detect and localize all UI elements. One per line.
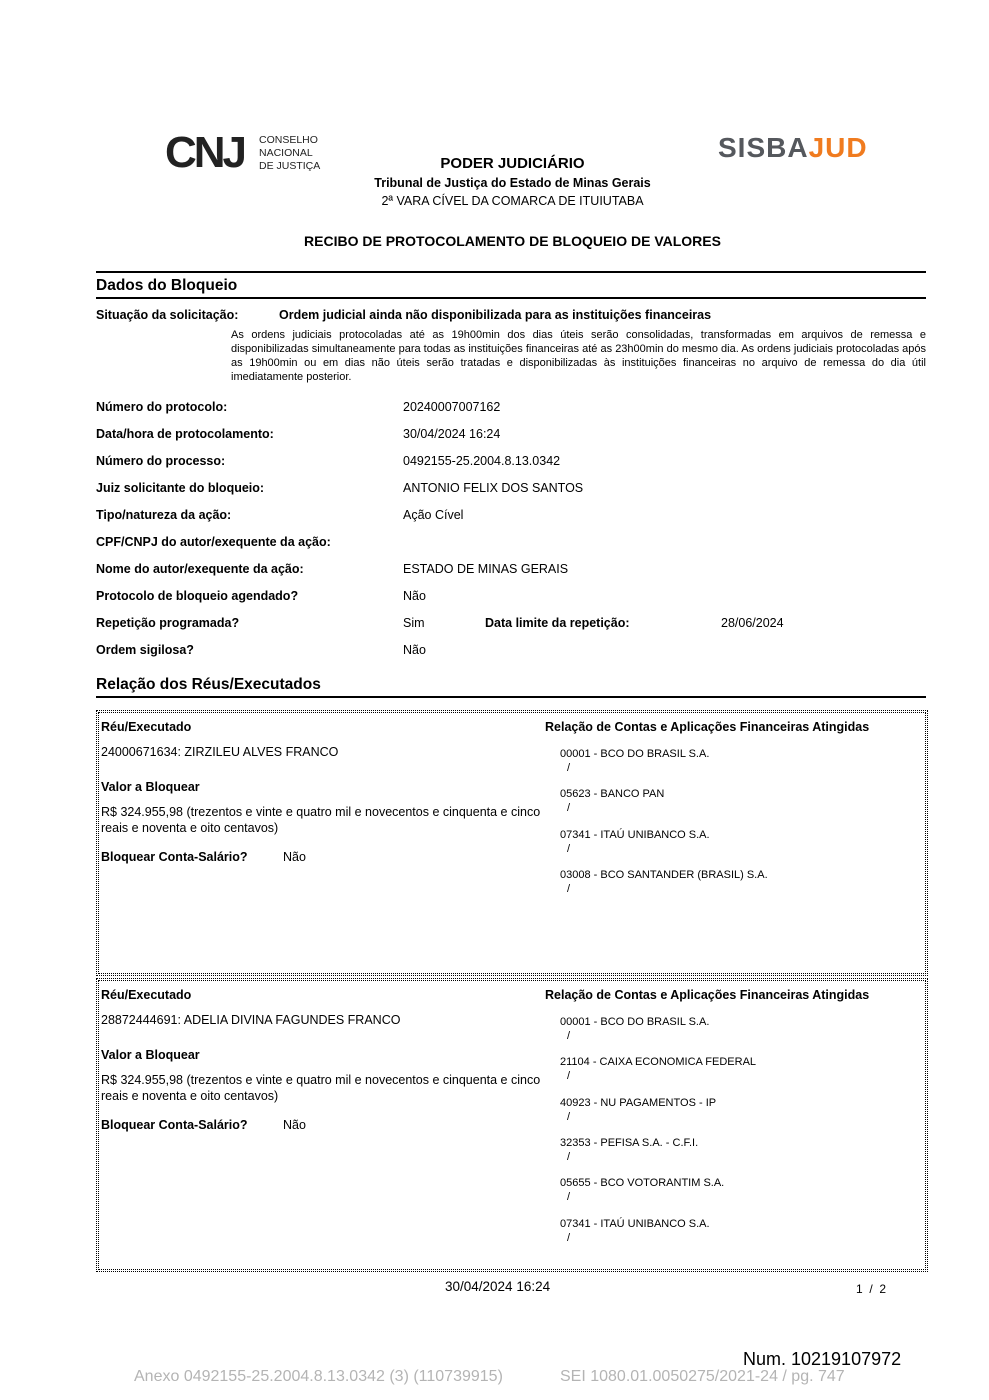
reu-name: 24000671634: ZIRZILEU ALVES FRANCO (101, 745, 339, 759)
cnj-logo-line: CONSELHO (259, 134, 318, 146)
conta-item: 07341 - ITAÚ UNIBANCO S.A. (560, 829, 710, 841)
field-value: 0492155-25.2004.8.13.0342 (403, 454, 561, 468)
conta-slash: / (567, 1111, 571, 1123)
field-value: Não (403, 643, 426, 657)
conta-item: 21104 - CAIXA ECONOMICA FEDERAL (560, 1056, 757, 1068)
conta-salario-label: Bloquear Conta-Salário? (101, 850, 248, 864)
contas-col-title: Relação de Contas e Aplicações Financeiras Atingidas (545, 720, 870, 734)
field-label: Número do protocolo: (96, 400, 228, 414)
conta-slash: / (567, 1151, 571, 1163)
conta-salario-label: Bloquear Conta-Salário? (101, 1118, 248, 1132)
conta-slash: / (567, 843, 571, 855)
situacao-label: Situação da solicitação: (96, 308, 239, 322)
conta-item: 05655 - BCO VOTORANTIM S.A. (560, 1177, 725, 1189)
valor-label: Valor a Bloquear (101, 780, 200, 794)
header-vara: 2ª VARA CÍVEL DA COMARCA DE ITUIUTABA (381, 194, 644, 208)
reu-name: 28872444691: ADELIA DIVINA FAGUNDES FRANCO (101, 1013, 401, 1027)
field-label: Juiz solicitante do bloqueio: (96, 481, 265, 495)
field-label: Data/hora de protocolamento: (96, 427, 274, 441)
field-value: ANTONIO FELIX DOS SANTOS (403, 481, 584, 495)
field-label: Tipo/natureza da ação: (96, 508, 232, 522)
situacao-value: Ordem judicial ainda não disponibilizada para as instituições financeiras (279, 308, 712, 322)
footer-date: 30/04/2024 16:24 (445, 1279, 551, 1294)
field-value: Não (403, 589, 426, 603)
conta-slash: / (567, 1232, 571, 1244)
sisbajud-logo-part2: JUD (808, 132, 868, 163)
conta-item: 03008 - BCO SANTANDER (BRASIL) S.A. (560, 869, 768, 881)
field-value: 20240007007162 (403, 400, 501, 414)
sei-reference: SEI 1080.01.0050275/2021-24 / pg. 747 (560, 1368, 845, 1385)
conta-slash: / (567, 762, 571, 774)
header-tribunal: Tribunal de Justiça do Estado de Minas Gerais (374, 176, 651, 190)
annex-reference: Anexo 0492155-25.2004.8.13.0342 (3) (110739915) (134, 1368, 503, 1385)
valor-text: R$ 324.955,98 (trezentos e vinte e quatro mil e novecentos e cinquenta e cinco reais e noventa e oito centavos) (101, 1073, 541, 1103)
document-title: RECIBO DE PROTOCOLAMENTO DE BLOQUEIO DE VALORES (304, 233, 721, 249)
conta-item: 05623 - BANCO PAN (560, 788, 665, 800)
conta-slash: / (567, 1070, 571, 1082)
data-limite-value: 28/06/2024 (721, 616, 784, 630)
conta-salario-value: Não (283, 850, 306, 864)
data-limite-label: Data limite da repetição: (485, 616, 630, 630)
field-label: Número do processo: (96, 454, 226, 468)
conta-item: 32353 - PEFISA S.A. - C.F.I. (560, 1137, 699, 1149)
field-label: Ordem sigilosa? (96, 643, 194, 657)
field-value: ESTADO DE MINAS GERAIS (403, 562, 569, 576)
field-value: Sim (403, 616, 425, 630)
field-label: Nome do autor/exequente da ação: (96, 562, 304, 576)
conta-slash: / (567, 802, 571, 814)
cnj-logo-letters: CNJ (165, 128, 245, 177)
situacao-note: As ordens judiciais protocoladas até as 19h00min dos dias úteis serão consolidadas, transformadas em arquivos de remessa e disponibilizadas simultaneamente para todas as instituições financeiras até as 23h00min do mesmo dia. As ordens judiciais protocoladas após as 19h00min ou em dias não úteis serão tratadas e disponibilizadas às instituições financeiras no arquivo de remessa do dia útil imediatamente posterior. (231, 329, 926, 383)
contas-col-title: Relação de Contas e Aplicações Financeiras Atingidas (545, 988, 870, 1002)
header-poder-judiciario: PODER JUDICIÁRIO (440, 155, 585, 172)
conta-slash: / (567, 1030, 571, 1042)
field-label: CPF/CNPJ do autor/exequente da ação: (96, 535, 331, 549)
sisbajud-logo-part1: SISBA (718, 132, 809, 163)
conta-item: 07341 - ITAÚ UNIBANCO S.A. (560, 1218, 710, 1230)
conta-salario-value: Não (283, 1118, 306, 1132)
field-value: 30/04/2024 16:24 (403, 427, 501, 441)
field-label: Repetição programada? (96, 616, 240, 630)
valor-label: Valor a Bloquear (101, 1048, 200, 1062)
cnj-logo-line: DE JUSTIÇA (259, 160, 321, 172)
conta-slash: / (567, 883, 571, 895)
document-number: Num. 10219107972 (743, 1349, 902, 1369)
reu-col-title: Réu/Executado (101, 720, 192, 734)
section-title-dados: Dados do Bloqueio (96, 271, 926, 299)
conta-item: 00001 - BCO DO BRASIL S.A. (560, 748, 710, 760)
section-title-reus: Relação dos Réus/Executados (96, 672, 926, 698)
reu-col-title: Réu/Executado (101, 988, 192, 1002)
field-value: Ação Cível (403, 508, 464, 522)
valor-text: R$ 324.955,98 (trezentos e vinte e quatro mil e novecentos e cinquenta e cinco reais e noventa e oito centavos) (101, 805, 541, 835)
conta-item: 40923 - NU PAGAMENTOS - IP (560, 1097, 717, 1109)
conta-slash: / (567, 1191, 571, 1203)
cnj-logo-line: NACIONAL (259, 147, 313, 159)
footer-page-number: 1 / 2 (856, 1282, 887, 1296)
conta-item: 00001 - BCO DO BRASIL S.A. (560, 1016, 710, 1028)
field-label: Protocolo de bloqueio agendado? (96, 589, 299, 603)
